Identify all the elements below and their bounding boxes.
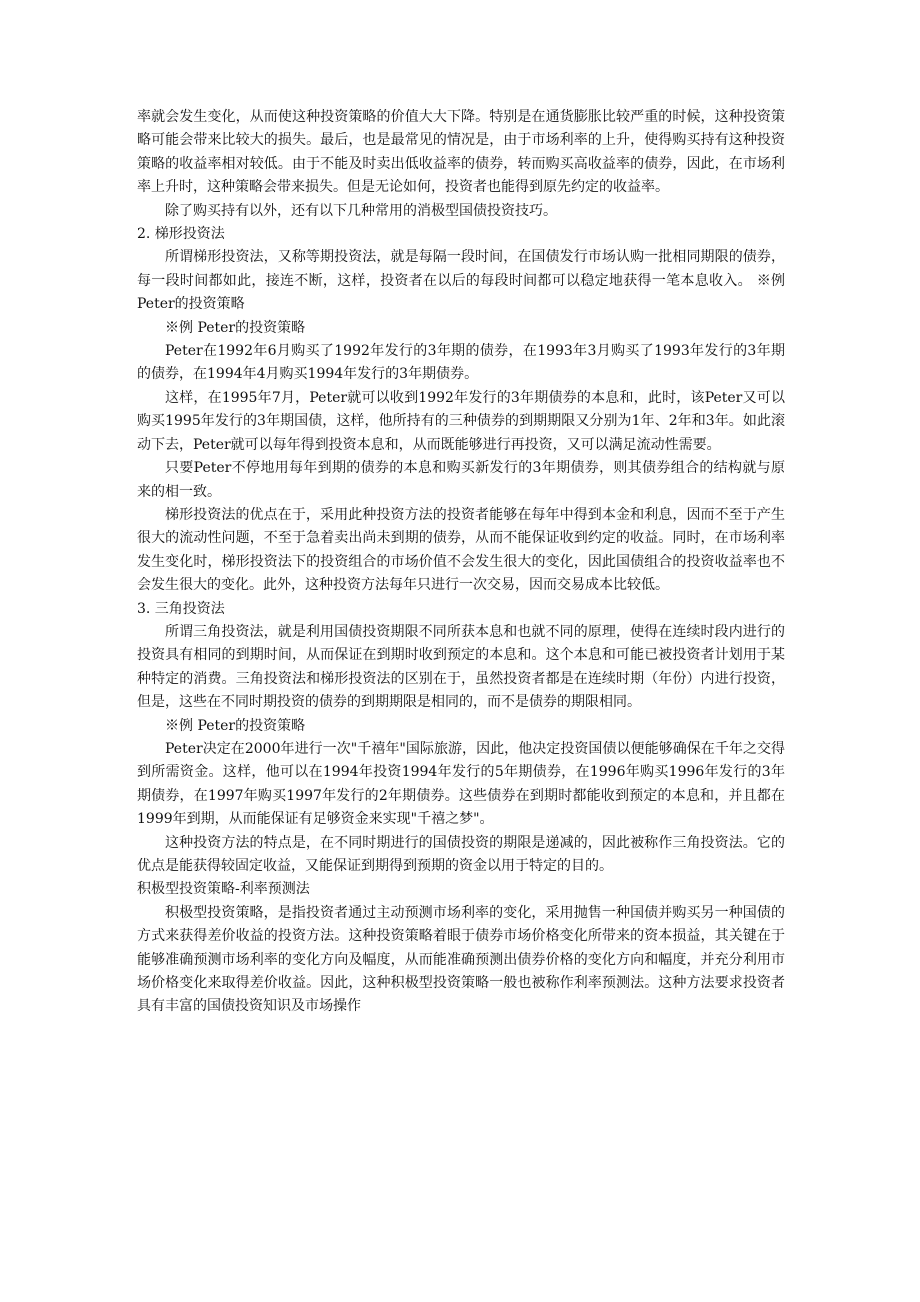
paragraph-triangle-features: 这种投资方法的特点是，在不同时期进行的国债投资的期限是递减的，因此被称作三角投资法。它的优点是能获得较固定收益，又能保证到期得到预期的资金以用于特定的目的。 bbox=[137, 834, 785, 874]
document-page bbox=[137, 106, 785, 1019]
section-heading-active-strategy: 积极型投资策略-利率预测法 bbox=[137, 881, 310, 898]
section-heading-ladder: 2. 梯形投资法 bbox=[137, 226, 225, 243]
paragraph-triangle-definition: 所谓三角投资法，就是利用国债投资期限不同所获本息和也就不同的原理，使得在连续时段内进行的投资具有相同的到期时间，从而保证在到期时收到预定的本息和。这个本息和可能已被投资者计划用于某种特定的消费。三角投资法和梯形投资法的区别在于，虽然投资者都是在连续时期（年份）内进行投资，但是，这些在不同时期投资的债券的到期期限是相同的，而不是债券的期限相同。 bbox=[137, 623, 785, 711]
paragraph-ladder-definition: 所谓梯形投资法，又称等期投资法，就是每隔一段时间，在国债发行市场认购一批相同期限的债券，每一段时间都如此，接连不断，这样，投资者在以后的每段时间都可以稳定地获得一笔本息收入。 ※例 Peter的投资策略 bbox=[137, 249, 785, 313]
paragraph-active-strategy: 积极型投资策略，是指投资者通过主动预测市场利率的变化，采用抛售一种国债并购买另一种国债的方式来获得差价收益的投资方法。这种投资策略着眼于债券市场价格变化所带来的资本损益，其关键在于能够准确预测市场利率的变化方向及幅度，从而能准确预测出债券价格的变化方向和幅度，并充分利用市场价格变化来取得差价收益。因此，这种积极型投资策略一般也被称作利率预测法。这种方法要求投资者具有丰富的国债投资知识及市场操作 bbox=[137, 904, 785, 1015]
paragraph-passive-intro: 除了购买持有以外，还有以下几种常用的消极型国债投资技巧。 bbox=[165, 202, 557, 219]
paragraph-ladder-advantages: 梯形投资法的优点在于，采用此种投资方法的投资者能够在每年中得到本金和利息，因而不至于产生很大的流动性问题，不至于急着卖出尚未到期的债券，从而不能保证收到约定的收益。同时，在市场利率发生变化时，梯形投资法下的投资组合的市场价值不会发生很大的变化，因此国债组合的投资收益率也不会发生很大的变化。此外，这种投资方法每年只进行一次交易，因而交易成本比较低。 bbox=[137, 506, 785, 594]
paragraph-triangle-example: Peter决定在2000年进行一次"千禧年"国际旅游，因此，他决定投资国债以便能够确保在千年之交得到所需资金。这样，他可以在1994年投资1994年发行的5年期债券，在1996年购买1996年发行的3年期债券，在1997年购买1997年发行的2年期债券。这些债券在到期时都能收到预定的本息和，并且都在1999年到期，从而能保证有足够资金来实现"千禧之梦"。 bbox=[137, 740, 785, 828]
section-heading-triangle: 3. 三角投资法 bbox=[137, 600, 225, 617]
paragraph-ladder-example-purchases: Peter在1992年6月购买了1992年发行的3年期的债券，在1993年3月购买了1993年发行的3年期的债券，在1994年4月购买1994年发行的3年期债券。 bbox=[137, 343, 785, 383]
example-label-ladder: ※例 Peter的投资策略 bbox=[165, 319, 306, 336]
paragraph-ladder-example-structure: 只要Peter不停地用每年到期的债券的本息和购买新发行的3年期债券，则其债券组合的结构就与原来的相一致。 bbox=[137, 460, 785, 500]
paragraph-ladder-example-rollover: 这样，在1995年7月，Peter就可以收到1992年发行的3年期债券的本息和，此时，该Peter又可以购买1995年发行的3年期国债，这样，他所持有的三种债券的到期期限又分别为1年、2年和3年。如此滚动下去，Peter就可以每年得到投资本息和，从而既能够进行再投资，又可以满足流动性需要。 bbox=[137, 389, 785, 453]
paragraph-hold-strategy-risk: 率就会发生变化，从而使这种投资策略的价值大大下降。特别是在通货膨胀比较严重的时候，这种投资策略可能会带来比较大的损失。最后，也是最常见的情况是，由于市场利率的上升，使得购买持有这种投资策略的收益率相对较低。由于不能及时卖出低收益率的债券，转而购买高收益率的债券，因此，在市场利率上升时，这种策略会带来损失。但是无论如何，投资者也能得到原先约定的收益率。 bbox=[137, 109, 785, 196]
example-label-triangle: ※例 Peter的投资策略 bbox=[165, 717, 306, 734]
